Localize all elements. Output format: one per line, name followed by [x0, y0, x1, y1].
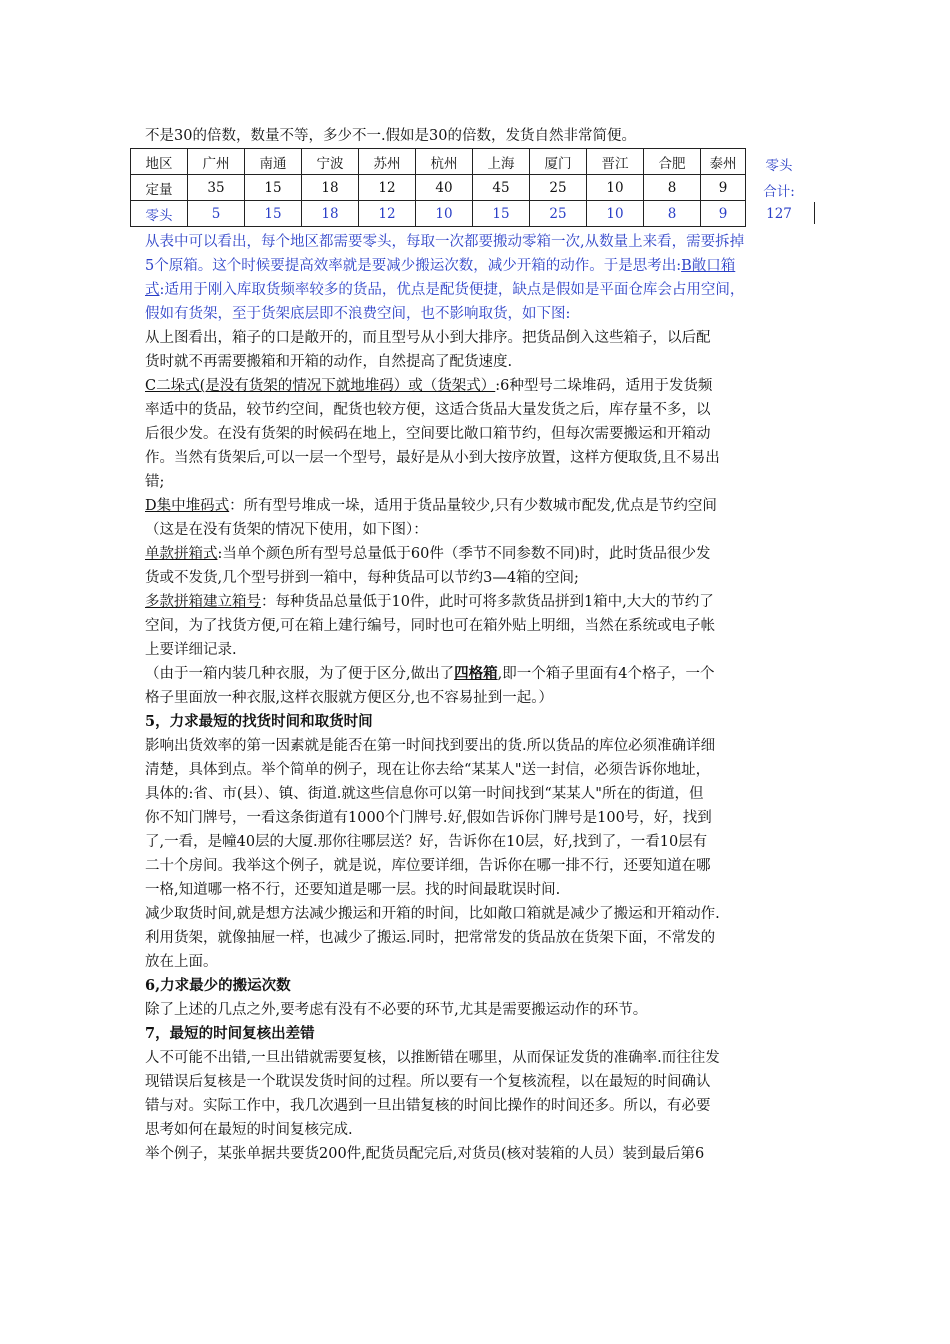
text-line: [145, 590, 813, 614]
table-cell: 18: [302, 175, 359, 201]
table-cell: 12: [359, 175, 416, 201]
text-line: 错与对。实际工作中，我几次遇到一旦出错复核的时间比操作的时间还多。所以，有必要: [145, 1098, 711, 1114]
text-line: 具体的:省、市(县）、镇、街道.就这些信息你可以第一时间找到“某某人"所在的街道，但: [145, 786, 704, 802]
open-box-term: B敞口箱: [681, 258, 736, 274]
table-cell: 25: [530, 201, 587, 227]
text-line: 现错误后复核是一个耽误发货时间的过程。所以要有一个复核流程，以在最短的时间确认: [145, 1074, 711, 1090]
text-line: [145, 254, 813, 278]
text-line: 二十个房间。我举这个例子，就是说，库位要详细，告诉你在哪一排不行，还要知道在哪: [145, 858, 711, 874]
table-cell: 5: [188, 201, 245, 227]
text-line: 假如有货架，至于货架底层即不浪费空间，也不影响取货，如下图:: [145, 306, 571, 322]
text-line: 利用货架，就像抽屉一样，也减少了搬运.同时，把常常发的货品放在货架下面，不常发的: [145, 930, 716, 946]
centralized-stack-term: D集中堆码式: [145, 498, 230, 514]
table-cell: 上海: [473, 149, 530, 175]
table-cell: 15: [473, 201, 530, 227]
section-heading-6: 6,力求最少的搬运次数: [145, 977, 291, 994]
table-cell: 泰州: [701, 149, 746, 175]
stack-method-term: C二垛式(是没有货架的情况下就地堆码）或（货架式）: [145, 378, 496, 394]
text-line: [145, 494, 813, 518]
table-cell: 广州: [188, 149, 245, 175]
table-row: [131, 175, 746, 201]
table-cell: 合肥: [644, 149, 701, 175]
text-line: 上要详细记录.: [145, 642, 237, 658]
side-total-value: 127: [766, 206, 792, 222]
text-line: [145, 662, 813, 686]
distribution-table: [130, 148, 746, 227]
text-line: 思考如何在最短的时间复核完成.: [145, 1122, 353, 1138]
table-cell: 18: [302, 201, 359, 227]
single-style-box-term: 单款拼箱式: [145, 546, 218, 562]
text-line: 影响出货效率的第一因素就是能否在第一时间找到要出的货.所以货品的库位必须准确详细: [145, 738, 716, 754]
body-text: [145, 230, 813, 1166]
text-line: 减少取货时间,就是想方法减少搬运和开箱的时间，比如敞口箱就是减少了搬运和开箱动作.: [145, 906, 720, 922]
table-cell: 南通: [245, 149, 302, 175]
table-cell: 10: [587, 201, 644, 227]
section-heading-5: 5，力求最短的找货时间和取货时间: [145, 713, 373, 730]
text-span: （由于一箱内装几种衣服，为了便于区分,做出了: [145, 666, 455, 682]
text-line: 空间，为了找货方便,可在箱上建行编号，同时也可在箱外贴上明细，当然在系统或电子帐: [145, 618, 716, 634]
text-span: :6种型号二垛堆码，适用于发货频: [495, 378, 713, 394]
table-cell: 8: [644, 201, 701, 227]
text-line: 除了上述的几点之外,要考虑有没有不必要的环节,尤其是需要搬运动作的环节。: [145, 1002, 648, 1018]
text-line: 货时就不再需要搬箱和开箱的动作，自然提高了配货速度.: [145, 354, 513, 370]
text-line: 了,一看，是幢40层的大厦.那你往哪层送？好，告诉你在10层，好,找到了，一看10层有: [145, 834, 708, 850]
table-cell: 杭州: [416, 149, 473, 175]
table-cell: 10: [416, 201, 473, 227]
text-span: ：每种货品总量低于10件，此时可将多款货品拼到1箱中,大大的节约了: [261, 594, 714, 610]
table-cell: 15: [245, 201, 302, 227]
table-cell: 苏州: [359, 149, 416, 175]
text-line: 格子里面放一种衣服,这样衣服就方便区分,也不容易扯到一起。）: [145, 690, 553, 706]
text-line: 清楚，具体到点。举个简单的例子，现在让你去给“某某人"送一封信，必须告诉你地址，: [145, 762, 711, 778]
text-line: 你不知门牌号，一看这条街道有1000个门牌号.好,假如告诉你门牌号是100号，好，找到: [145, 810, 712, 826]
text-line: （这是在没有货架的情况下使用，如下图）：: [145, 522, 428, 538]
text-line: 后很少发。在没有货架的时候码在地上，空间要比敞口箱节约，但每次需要搬运和开箱动: [145, 426, 711, 442]
text-line: [145, 374, 813, 398]
text-line: 放在上面。: [145, 954, 218, 970]
text-span: :适用于刚入库取货频率较多的货品，优点是配货便捷，缺点是假如是平面仓库会占用空间，: [159, 282, 745, 298]
text-line: 人不可能不出错,一旦出错就需要复核，以推断错在哪里，从而保证发货的准确率.而往往发: [145, 1050, 720, 1066]
text-line: 率适中的货品，较节约空间，配货也较方便，这适合货品大量发货之后，库存量不多，以: [145, 402, 711, 418]
table-cell: 零头: [131, 201, 188, 227]
side-label-total: 合计:: [763, 184, 795, 200]
table-row: [131, 201, 746, 227]
text-line: 从表中可以看出，每个地区都需要零头，每取一次都要搬动零箱一次,从数量上来看，需要拆掉: [145, 234, 745, 250]
text-line: [145, 278, 813, 302]
text-line: 错;: [145, 474, 165, 490]
table-cell: 地区: [131, 149, 188, 175]
table-cell: 25: [530, 175, 587, 201]
table-cell: 9: [701, 201, 746, 227]
table-cell: 定量: [131, 175, 188, 201]
table-cell: 厦门: [530, 149, 587, 175]
text-span: ：所有型号堆成一垛，适用于货品量较少,只有少数城市配发,优点是节约空间: [229, 498, 717, 514]
text-span: :当单个颜色所有型号总量低于60件（季节不同参数不同)时，此时货品很少发: [217, 546, 711, 562]
text-line: [145, 542, 813, 566]
table-cell: 40: [416, 175, 473, 201]
text-line: 一格,知道哪一格不行，还要知道是哪一层。找的时间最耽误时间.: [145, 882, 561, 898]
table-edge-line: [814, 202, 815, 224]
table-cell: 45: [473, 175, 530, 201]
table-row: [131, 149, 746, 175]
text-line: 作。当然有货架后,可以一层一个型号，最好是从小到大按序放置，这样方便取货,且不易出: [145, 450, 720, 466]
table-cell: 35: [188, 175, 245, 201]
four-grid-box-term: 四格箱: [454, 665, 498, 682]
table-cell: 12: [359, 201, 416, 227]
table-cell: 晋江: [587, 149, 644, 175]
text-span: ,即一个箱子里面有4个格子，一个: [497, 666, 715, 682]
text-line: 从上图看出，箱子的口是敞开的，而且型号从小到大排序。把货品倒入这些箱子，以后配: [145, 330, 711, 346]
table-cell: 15: [245, 175, 302, 201]
table-cell: 9: [701, 175, 746, 201]
table-cell: 10: [587, 175, 644, 201]
text-line: 货或不发货,几个型号拼到一箱中，每种货品可以节约3—4箱的空间;: [145, 570, 579, 586]
multi-style-box-term: 多款拼箱建立箱号: [145, 594, 261, 610]
text-line: 举个例子，某张单据共要货200件,配货员配完后,对货员(核对装箱的人员）装到最后第6: [145, 1146, 705, 1162]
text-span: 5个原箱。这个时候要提高效率就是要减少搬运次数，减少开箱的动作。于是思考出:: [145, 258, 682, 274]
side-label-lingtou: 零头: [765, 158, 793, 174]
section-heading-7: 7，最短的时间复核出差错: [145, 1025, 315, 1042]
intro-text: 不是30的倍数，数量不等，多少不一.假如是30的倍数，发货自然非常简便。: [145, 128, 637, 144]
open-box-term-cont: 式: [145, 282, 160, 298]
table-cell: 8: [644, 175, 701, 201]
table-cell: 宁波: [302, 149, 359, 175]
